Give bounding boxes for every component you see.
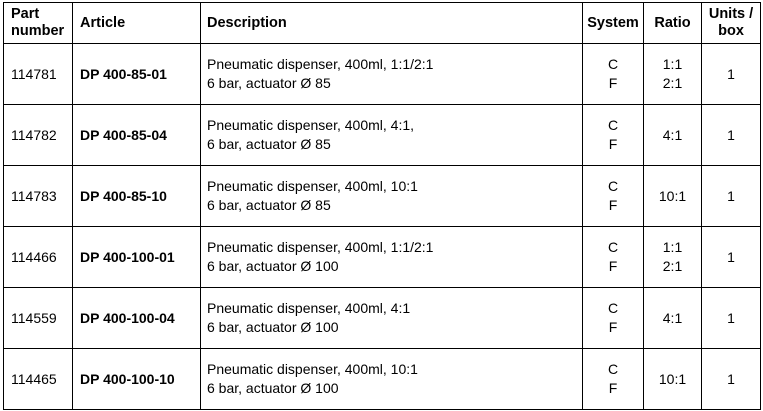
description-line1: Pneumatic dispenser, 400ml, 10:1 bbox=[207, 178, 418, 194]
table-row bbox=[4, 166, 761, 227]
system-value-2: F bbox=[608, 380, 618, 396]
part-number-cell: 114782 bbox=[4, 105, 73, 166]
header-ratio: Ratio bbox=[644, 3, 702, 44]
system-cell bbox=[583, 44, 644, 105]
units-cell: 1 bbox=[702, 288, 761, 349]
header-units-line2: box bbox=[718, 23, 744, 39]
article-cell: DP 400-100-04 bbox=[73, 288, 201, 349]
ratio-value-1: 4:1 bbox=[662, 309, 683, 326]
description-line1: Pneumatic dispenser, 400ml, 1:1/2:1 bbox=[207, 239, 434, 255]
system-value-2: F bbox=[608, 319, 618, 335]
system-value-1: C bbox=[607, 56, 619, 72]
description-line1: Pneumatic dispenser, 400ml, 4:1, bbox=[207, 117, 415, 133]
description-line2: 6 bar, actuator Ø 100 bbox=[207, 380, 339, 396]
ratio-cell bbox=[644, 105, 702, 166]
system-value-2: F bbox=[608, 197, 618, 213]
ratio-value-2: 2:1 bbox=[662, 75, 683, 91]
description-line1: Pneumatic dispenser, 400ml, 1:1/2:1 bbox=[207, 56, 434, 72]
ratio-cell bbox=[644, 288, 702, 349]
units-cell: 1 bbox=[702, 105, 761, 166]
ratio-cell bbox=[644, 227, 702, 288]
article-cell: DP 400-100-01 bbox=[73, 227, 201, 288]
product-table bbox=[3, 2, 761, 410]
description-cell bbox=[201, 227, 583, 288]
table-row bbox=[4, 288, 761, 349]
table-row bbox=[4, 349, 761, 410]
part-number-cell: 114783 bbox=[4, 166, 73, 227]
description-cell bbox=[201, 166, 583, 227]
system-cell bbox=[583, 349, 644, 410]
units-cell: 1 bbox=[702, 166, 761, 227]
description-cell bbox=[201, 288, 583, 349]
units-cell: 1 bbox=[702, 349, 761, 410]
header-part-line1: Part bbox=[11, 6, 40, 22]
ratio-value-1: 1:1 bbox=[662, 239, 683, 255]
ratio-value-1: 10:1 bbox=[658, 187, 687, 204]
description-line2: 6 bar, actuator Ø 100 bbox=[207, 319, 339, 335]
header-part-line2: number bbox=[11, 23, 65, 39]
system-cell bbox=[583, 288, 644, 349]
header-units-per-box bbox=[702, 3, 761, 44]
description-line1: Pneumatic dispenser, 400ml, 10:1 bbox=[207, 361, 418, 377]
system-value-1: C bbox=[607, 300, 619, 316]
description-cell bbox=[201, 349, 583, 410]
ratio-value-1: 4:1 bbox=[662, 126, 683, 143]
article-cell: DP 400-85-10 bbox=[73, 166, 201, 227]
system-value-1: C bbox=[607, 178, 619, 194]
table-row bbox=[4, 105, 761, 166]
article-cell: DP 400-85-04 bbox=[73, 105, 201, 166]
system-cell bbox=[583, 105, 644, 166]
part-number-cell: 114465 bbox=[4, 349, 73, 410]
ratio-value-1: 1:1 bbox=[662, 56, 683, 72]
article-cell: DP 400-100-10 bbox=[73, 349, 201, 410]
header-part-number bbox=[4, 3, 73, 44]
system-cell bbox=[583, 166, 644, 227]
header-units-line1: Units / bbox=[708, 6, 754, 22]
ratio-cell bbox=[644, 349, 702, 410]
description-line2: 6 bar, actuator Ø 85 bbox=[207, 75, 331, 91]
header-description: Description bbox=[201, 3, 583, 44]
system-value-1: C bbox=[607, 361, 619, 377]
header-row bbox=[4, 3, 761, 44]
system-value-1: C bbox=[607, 117, 619, 133]
ratio-cell bbox=[644, 166, 702, 227]
system-value-2: F bbox=[608, 75, 618, 91]
description-line2: 6 bar, actuator Ø 85 bbox=[207, 197, 331, 213]
part-number-cell: 114466 bbox=[4, 227, 73, 288]
description-cell bbox=[201, 44, 583, 105]
description-line1: Pneumatic dispenser, 400ml, 4:1 bbox=[207, 300, 411, 316]
system-cell bbox=[583, 227, 644, 288]
ratio-value-1: 10:1 bbox=[658, 370, 687, 387]
table-row bbox=[4, 227, 761, 288]
part-number-cell: 114559 bbox=[4, 288, 73, 349]
table-row bbox=[4, 44, 761, 105]
part-number-cell: 114781 bbox=[4, 44, 73, 105]
description-line2: 6 bar, actuator Ø 100 bbox=[207, 258, 339, 274]
article-cell: DP 400-85-01 bbox=[73, 44, 201, 105]
system-value-2: F bbox=[608, 136, 618, 152]
system-value-1: C bbox=[607, 239, 619, 255]
description-cell bbox=[201, 105, 583, 166]
description-line2: 6 bar, actuator Ø 85 bbox=[207, 136, 331, 152]
units-cell: 1 bbox=[702, 227, 761, 288]
system-value-2: F bbox=[608, 258, 618, 274]
units-cell: 1 bbox=[702, 44, 761, 105]
ratio-cell bbox=[644, 44, 702, 105]
ratio-value-2: 2:1 bbox=[662, 258, 683, 274]
header-system: System bbox=[583, 3, 644, 44]
header-article: Article bbox=[73, 3, 201, 44]
